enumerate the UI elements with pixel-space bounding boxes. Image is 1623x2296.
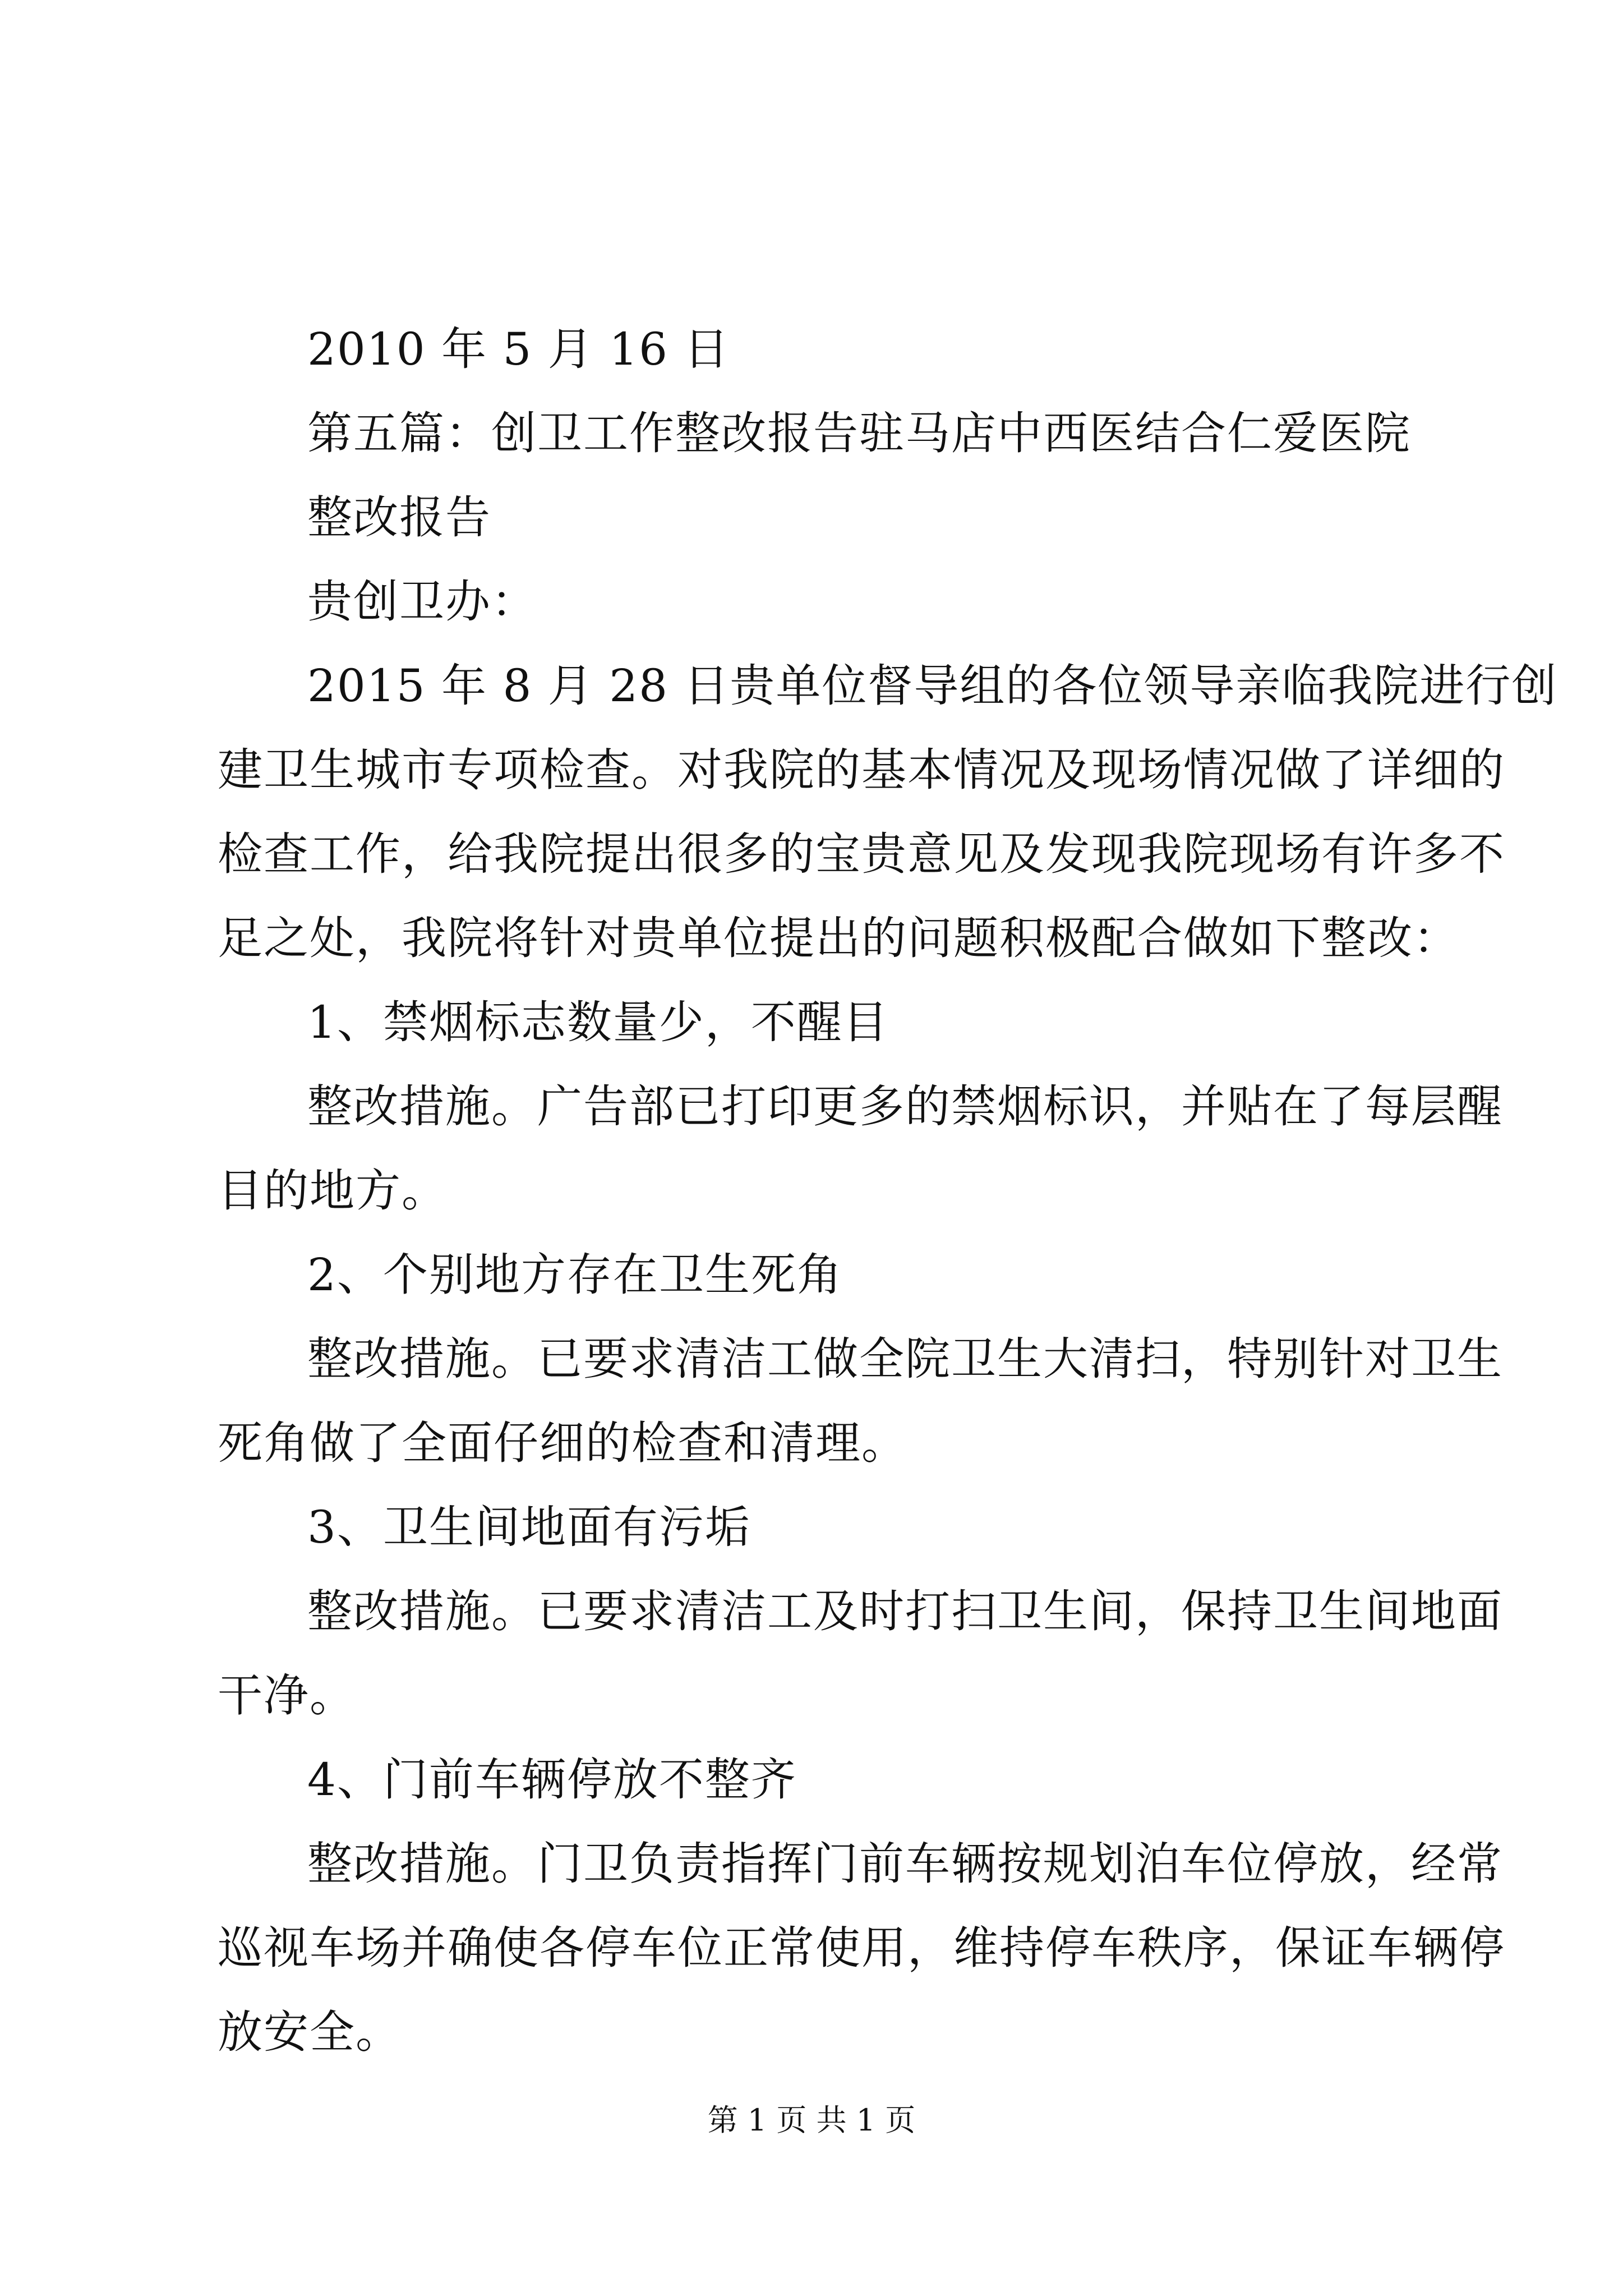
report-title: 整改报告 (307, 491, 491, 544)
issue-heading: 2、个别地方存在卫生死角 (307, 1249, 843, 1301)
issue-heading: 3、卫生间地面有污垢 (307, 1501, 751, 1553)
paragraph-line: 干净。 (218, 1669, 356, 1722)
paragraph-line: 2015 年 8 月 28 日贵单位督导组的各位领导亲临我院进行创 (307, 660, 1558, 712)
paragraph-line: 死角做了全面仔细的检查和清理。 (218, 1417, 907, 1469)
issue-heading: 4、门前车辆停放不整齐 (307, 1754, 797, 1806)
paragraph-line: 足之处，我院将针对贵单位提出的问题积极配合做如下整改： (218, 912, 1459, 964)
section-title: 第五篇：创卫工作整改报告驻马店中西医结合仁爱医院 (307, 407, 1411, 459)
page-footer: 第 1 页 共 1 页 (707, 2102, 916, 2138)
paragraph-line: 放安全。 (218, 2006, 402, 2058)
paragraph-line: 整改措施。门卫负责指挥门前车辆按规划泊车位停放，经常 (307, 1838, 1503, 1890)
document-body (218, 307, 1558, 2074)
paragraph-line: 整改措施。已要求清洁工及时打扫卫生间，保持卫生间地面 (307, 1585, 1503, 1637)
paragraph-line: 目的地方。 (218, 1165, 448, 1217)
paragraph-line: 检查工作，给我院提出很多的宝贵意见及发现我院现场有许多不 (218, 828, 1505, 880)
paragraph-line: 整改措施。已要求清洁工做全院卫生大清扫，特别针对卫生 (307, 1333, 1503, 1385)
date-line: 2010 年 5 月 16 日 (307, 323, 730, 375)
paragraph-line: 建卫生城市专项检查。对我院的基本情况及现场情况做了详细的 (218, 744, 1505, 796)
issue-heading: 1、禁烟标志数量少，不醒目 (307, 996, 889, 1048)
salutation: 贵创卫办： (307, 576, 537, 628)
paragraph-line: 巡视车场并确使各停车位正常使用，维持停车秩序，保证车辆停 (218, 1922, 1505, 1974)
paragraph-line: 整改措施。广告部已打印更多的禁烟标识，并贴在了每层醒 (307, 1080, 1503, 1133)
